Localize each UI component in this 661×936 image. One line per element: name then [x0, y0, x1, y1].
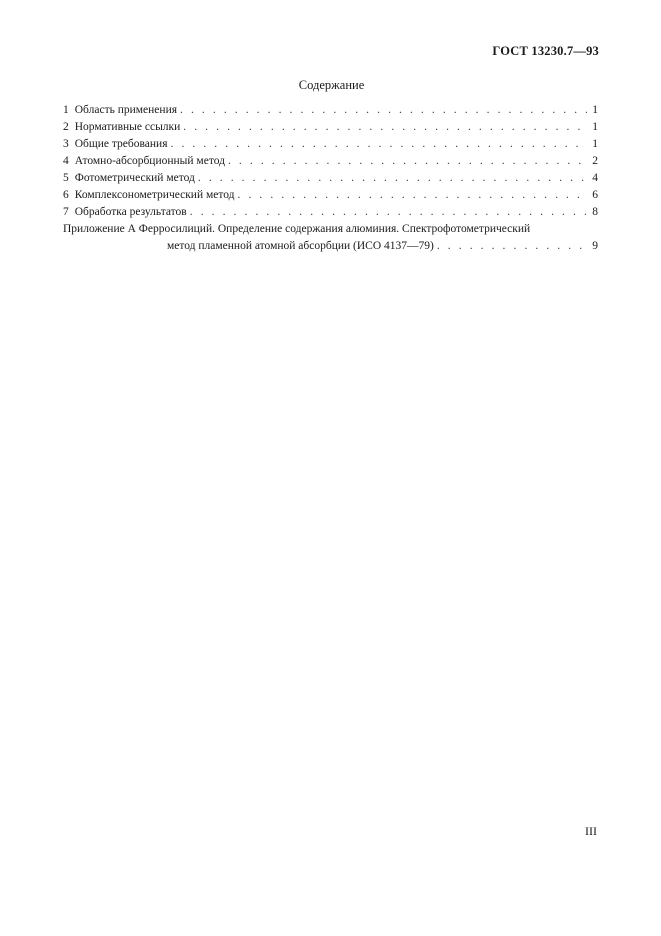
toc-item-page: 6	[592, 189, 598, 201]
table-of-contents	[63, 102, 598, 255]
toc-item-title: Нормативные ссылки	[74, 121, 181, 133]
toc-item[interactable]	[63, 136, 598, 153]
toc-item-page: 8	[592, 206, 598, 218]
toc-annex-title-line1: Приложение А Ферросилиций. Определение содержания алюминия. Спектрофотометрический	[63, 223, 531, 235]
toc-item-number: 7	[63, 206, 69, 218]
toc-item-title: Комплексонометрический метод	[74, 189, 235, 201]
toc-item-title: Обработка результатов	[74, 206, 187, 218]
toc-leader-dots	[238, 187, 587, 204]
toc-item-title: Фотометрический метод	[74, 172, 195, 184]
toc-item[interactable]	[63, 153, 598, 170]
toc-item-title: Область применения	[74, 104, 178, 116]
toc-item-title: Атомно-абсорбционный метод	[74, 155, 225, 167]
toc-item-page: 4	[592, 172, 598, 184]
toc-leader-dots	[171, 136, 588, 153]
toc-annex-page: 9	[592, 240, 598, 252]
toc-leader-dots	[198, 170, 587, 187]
toc-annex-item[interactable]	[63, 221, 598, 255]
toc-item[interactable]	[63, 204, 598, 221]
toc-annex-title-line2: метод пламенной атомной абсорбции (ИСО 4137—79)	[167, 240, 434, 252]
toc-leader-dots	[190, 204, 587, 221]
toc-item-page: 1	[592, 121, 598, 133]
toc-item-number: 4	[63, 155, 69, 167]
toc-leader-dots	[437, 238, 587, 255]
toc-item[interactable]	[63, 102, 598, 119]
toc-item-number: 3	[63, 138, 69, 150]
toc-leader-dots	[180, 102, 587, 119]
document-code: ГОСТ 13230.7—93	[492, 44, 599, 58]
toc-item[interactable]	[63, 170, 598, 187]
toc-item-page: 2	[592, 155, 598, 167]
toc-item-number: 2	[63, 121, 69, 133]
toc-item-number: 1	[63, 104, 69, 116]
toc-leader-dots	[228, 153, 587, 170]
toc-leader-dots	[183, 119, 587, 136]
toc-item-title: Общие требования	[74, 138, 168, 150]
toc-annex-line2-row	[63, 238, 598, 255]
toc-item-page: 1	[592, 138, 598, 150]
toc-item-number: 5	[63, 172, 69, 184]
page-number: III	[585, 824, 597, 838]
toc-item-number: 6	[63, 189, 69, 201]
toc-item[interactable]	[63, 187, 598, 204]
toc-item-page: 1	[592, 104, 598, 116]
toc-title: Содержание	[298, 78, 365, 92]
toc-item[interactable]	[63, 119, 598, 136]
